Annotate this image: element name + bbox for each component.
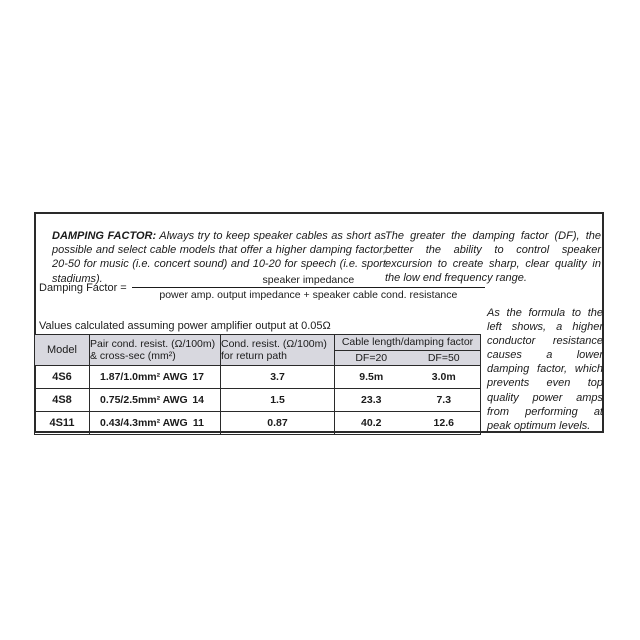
col-header-pair-line1: Pair cond. resist. (Ω/100m)	[90, 337, 216, 350]
cell-cond-resist: 0.87	[221, 412, 335, 435]
cell-pair-value: 0.75/2.5mm² AWG	[100, 394, 188, 406]
col-header-pair-resist	[90, 335, 221, 366]
cell-awg-value: 17	[192, 371, 204, 383]
col-header-cable-length: Cable length/damping factor	[335, 335, 481, 351]
cell-df20-value: 23.3	[361, 394, 382, 406]
cell-pair-value: 1.87/1.0mm² AWG	[100, 371, 188, 383]
col-header-cond-line2: for return path	[221, 350, 287, 362]
col-header-cond-resist	[221, 335, 335, 366]
cell-df20-value: 9.5m	[359, 371, 384, 383]
col-header-df50: DF=50	[427, 351, 460, 364]
damping-factor-formula	[39, 274, 485, 301]
cell-pair-resist	[90, 389, 221, 412]
col-header-pair-line2: & cross-sec (mm²)	[90, 350, 176, 362]
cell-awg-value: 14	[192, 394, 204, 406]
table-header-row	[35, 335, 481, 351]
cell-df50-value: 7.3	[436, 394, 452, 406]
formula-numerator: speaker impedance	[132, 274, 485, 288]
cell-awg-value: 11	[192, 417, 204, 429]
formula-fraction	[132, 274, 485, 301]
table-row-4s11	[35, 412, 481, 435]
cell-cable-length	[335, 389, 481, 412]
cell-cond-resist: 3.7	[221, 366, 335, 389]
col-header-df20: DF=20	[355, 351, 388, 364]
cell-df50-value: 3.0m	[431, 371, 456, 383]
cell-model: 4S6	[35, 366, 90, 389]
cell-cond-resist: 1.5	[221, 389, 335, 412]
table-row-4s6	[35, 366, 481, 389]
conductor-resistance-paragraph: As the formula to the left shows, a higher conductor resistance causes a lower damping factor, which prevents even top quality power amps from performing at peak optimum levels.	[487, 307, 603, 432]
datasheet-panel	[34, 212, 604, 433]
formula-label: Damping Factor =	[39, 281, 127, 294]
cell-model: 4S11	[35, 412, 90, 435]
table-note: Values calculated assuming power amplifier output at 0.05Ω	[39, 320, 331, 332]
col-header-df-group	[335, 351, 481, 366]
col-header-cond-line1: Cond. resist. (Ω/100m)	[221, 337, 327, 350]
damping-factor-benefit-paragraph: The greater the damping factor (DF), the better the ability to control speaker excursion to create sharp, clear quality in the low end frequency range.	[385, 230, 601, 284]
cell-df20-value: 40.2	[361, 417, 382, 429]
cable-spec-table	[34, 334, 481, 435]
cell-cable-length	[335, 412, 481, 435]
cell-cable-length	[335, 366, 481, 389]
col-header-model: Model	[35, 335, 90, 366]
cell-pair-value: 0.43/4.3mm² AWG	[100, 417, 188, 429]
intro-body: Always try to keep speaker cables as short as possible and select cable models that offer a higher damping factor; 20-50 for music (i.e. concert sound) and 10-20 for speech (i.e. sport stadiums).	[52, 230, 386, 285]
cell-df50-value: 12.6	[433, 417, 454, 429]
intro-heading: DAMPING FACTOR:	[52, 230, 157, 242]
table-row-4s8	[35, 389, 481, 412]
cell-pair-resist	[90, 412, 221, 435]
cell-pair-resist	[90, 366, 221, 389]
formula-denominator: power amp. output impedance + speaker cable cond. resistance	[159, 289, 458, 301]
cell-model: 4S8	[35, 389, 90, 412]
